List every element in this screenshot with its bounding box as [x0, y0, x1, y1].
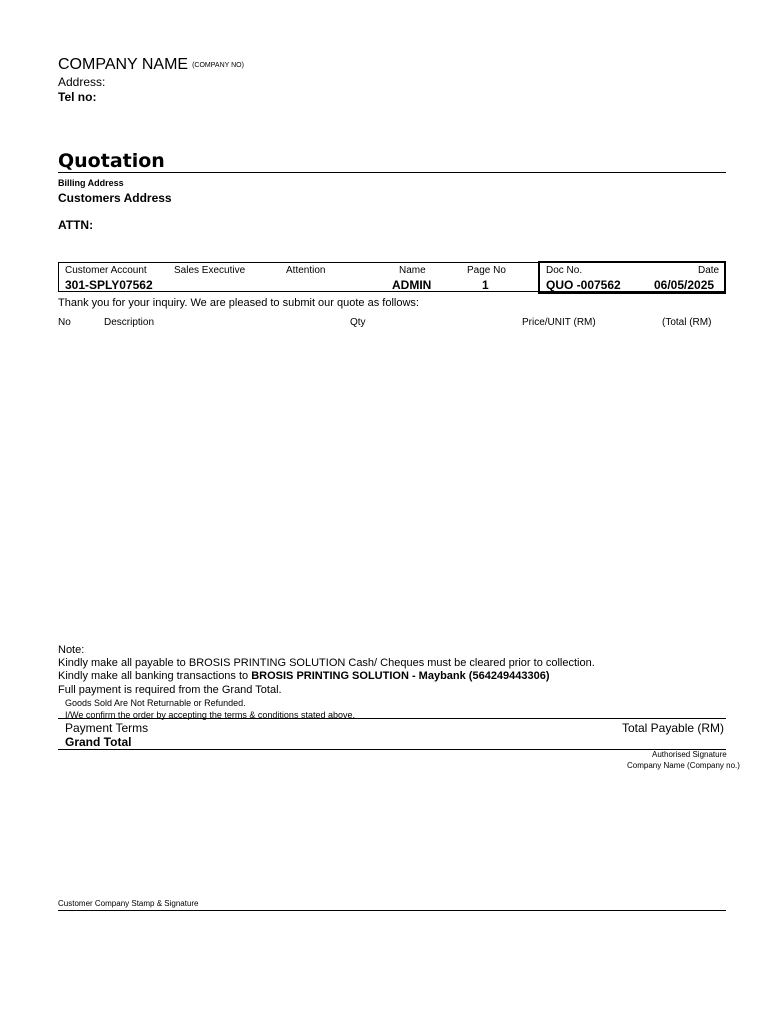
note-line-1: Kindly make all payable to BROSIS PRINTING SOLUTION Cash/ Cheques must be cleared prior to collection.	[58, 657, 595, 669]
customer-account-value: 301-SPLY07562	[65, 278, 153, 292]
sales-executive-label: Sales Executive	[174, 265, 246, 276]
page-no-label: Page No	[467, 265, 506, 276]
authorised-company-label: Company Name (Company no.)	[627, 761, 740, 770]
note-small-1: Goods Sold Are Not Returnable or Refunded.	[65, 698, 246, 708]
note-line-3: Full payment is required from the Grand Total.	[58, 684, 282, 696]
doc-no-value: QUO -007562	[546, 278, 621, 292]
col-total: (Total (RM)	[662, 317, 712, 328]
authorised-signature-label: Authorised Signature	[652, 750, 727, 759]
date-label: Date	[698, 265, 720, 276]
customer-address: Customers Address	[58, 191, 172, 205]
total-payable-label: Total Payable (RM)	[622, 721, 725, 735]
payment-terms-label: Payment Terms	[65, 721, 149, 735]
attention-label: Attention	[286, 265, 326, 276]
note-bank-details: BROSIS PRINTING SOLUTION - Maybank (564249443306)	[251, 670, 550, 682]
attn-label: ATTN:	[58, 218, 94, 232]
totals-bottom-rule	[58, 749, 726, 750]
name-label: Name	[399, 265, 426, 276]
company-tel-label: Tel no:	[58, 90, 97, 104]
document-title: Quotation	[58, 150, 165, 172]
col-qty: Qty	[350, 317, 366, 328]
col-no: No	[58, 317, 71, 328]
doc-no-label: Doc No.	[546, 265, 583, 276]
company-name	[58, 56, 244, 74]
col-description: Description	[104, 317, 155, 328]
name-value: ADMIN	[392, 278, 432, 292]
billing-address-label: Billing Address	[58, 178, 124, 188]
company-address-label: Address:	[58, 75, 106, 89]
grand-total-label: Grand Total	[65, 735, 132, 749]
customer-stamp-rule	[58, 910, 726, 911]
customer-stamp-label: Customer Company Stamp & Signature	[58, 899, 199, 908]
totals-top-rule	[58, 718, 726, 719]
col-price: Price/UNIT (RM)	[522, 317, 596, 328]
title-divider	[58, 172, 726, 173]
date-value: 06/05/2025	[654, 278, 715, 292]
intro-text: Thank you for your inquiry. We are pleased to submit our quote as follows:	[58, 297, 419, 309]
page-no-value: 1	[482, 278, 489, 292]
note-line-2	[58, 670, 550, 682]
company-no: (COMPANY NO)	[192, 62, 244, 69]
note-label: Note:	[58, 644, 85, 656]
note-line-2-prefix: Kindly make all banking transactions to	[58, 670, 252, 682]
company-name-text: COMPANY NAME	[58, 56, 189, 73]
customer-account-label: Customer Account	[65, 265, 147, 276]
note-small-2: I/We confirm the order by accepting the terms & conditions stated above.	[65, 710, 355, 720]
